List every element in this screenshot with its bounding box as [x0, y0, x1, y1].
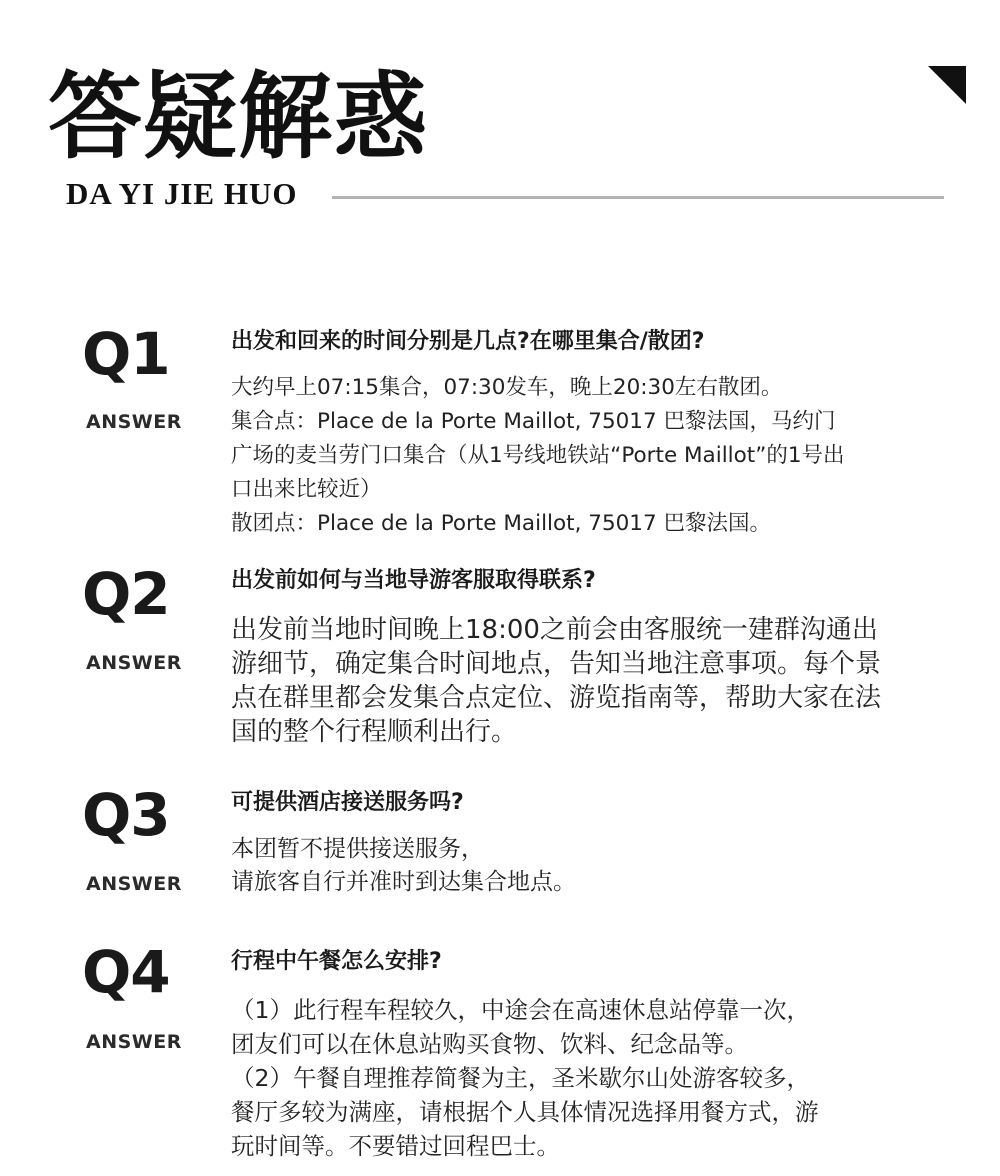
question-text: 行程中午餐怎么安排? — [231, 949, 442, 974]
answer-line: 玩时间等。不要错过回程巴士。 — [231, 1132, 560, 1160]
answer-label: ANSWER — [86, 873, 182, 895]
answer-line: 散团点：Place de la Porte Maillot, 75017 巴黎法国。 — [231, 511, 771, 536]
answer-line: （2）午餐自理推荐简餐为主，圣米歇尔山处游客较多， — [231, 1064, 810, 1092]
answer-line: 出发前当地时间晚上18:00之前会由客服统一建群沟通出 — [231, 615, 878, 645]
corner-triangle-decoration — [928, 66, 966, 104]
answer-line: （1）此行程车程较久，中途会在高速休息站停靠一次， — [231, 996, 810, 1024]
question-number: Q2 — [82, 560, 170, 628]
answer-line: 餐厅多较为满座，请根据个人具体情况选择用餐方式，游 — [231, 1098, 819, 1126]
answer-line: 游细节，确定集合时间地点，告知当地注意事项。每个景 — [231, 649, 882, 679]
title-divider — [332, 196, 944, 199]
question-number: Q4 — [82, 938, 170, 1006]
answer-line: 广场的麦当劳门口集合（从1号线地铁站“Porte Maillot”的1号出 — [231, 443, 845, 468]
answer-line: 本团暂不提供接送服务， — [231, 836, 484, 862]
question-number: Q3 — [82, 781, 170, 849]
question-number: Q1 — [82, 320, 170, 388]
answer-text — [231, 613, 951, 749]
answer-line: 口出来比较近） — [231, 477, 382, 502]
answer-line: 团友们可以在休息站购买食物、饮料、纪念品等。 — [231, 1030, 748, 1058]
answer-label: ANSWER — [86, 1031, 182, 1053]
answer-label: ANSWER — [86, 411, 182, 433]
answer-text — [231, 833, 951, 899]
answer-line: 大约早上07:15集合，07:30发车，晚上20:30左右散团。 — [231, 375, 783, 400]
page-subtitle-pinyin: DA YI JIE HUO — [66, 176, 298, 211]
answer-text — [231, 371, 951, 541]
question-text: 出发前如何与当地导游客服取得联系? — [231, 568, 596, 593]
answer-text — [231, 993, 951, 1163]
question-text: 可提供酒店接送服务吗? — [231, 790, 464, 815]
answer-label: ANSWER — [86, 652, 182, 674]
answer-line: 国的整个行程顺利出行。 — [231, 717, 518, 747]
answer-line: 点在群里都会发集合点定位、游览指南等，帮助大家在法 — [231, 683, 882, 713]
answer-line: 请旅客自行并准时到达集合地点。 — [231, 869, 576, 895]
answer-line: 集合点：Place de la Porte Maillot, 75017 巴黎法国，马约门 — [231, 409, 836, 434]
question-text: 出发和回来的时间分别是几点?在哪里集合/散团? — [231, 329, 705, 354]
page-title: 答疑解惑 — [48, 62, 429, 172]
